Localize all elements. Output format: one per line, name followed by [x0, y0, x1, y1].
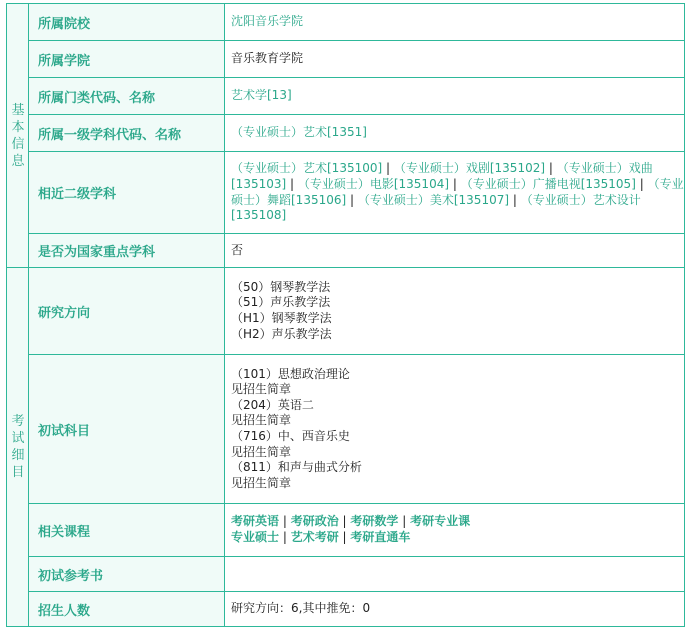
- exam-subject-item: （716）中、西音乐史: [231, 429, 350, 443]
- row-school: [7, 4, 685, 41]
- row-enrollment: [7, 592, 685, 627]
- course-link[interactable]: 考研直通车: [350, 530, 411, 544]
- separator: |: [398, 514, 411, 529]
- separator: |: [545, 161, 557, 176]
- row-research: [7, 268, 685, 355]
- row-category: [7, 78, 685, 115]
- label-research: 研究方向: [29, 268, 225, 355]
- label-first-level: 所属一级学科代码、名称: [29, 115, 225, 152]
- separator: |: [449, 176, 461, 191]
- course-link[interactable]: 专业硕士: [231, 530, 280, 544]
- enrollment-value: 研究方向：6,其中推免：0: [231, 601, 371, 616]
- label-college: 所属学院: [29, 41, 225, 78]
- row-college: [7, 41, 685, 78]
- separator: |: [338, 530, 351, 544]
- label-related: 相近二级学科: [29, 152, 225, 234]
- related-discipline-link[interactable]: （专业硕士）戏曲[135103]: [231, 161, 653, 191]
- course-link[interactable]: 考研专业课: [410, 514, 471, 529]
- row-key-discipline: [7, 234, 685, 268]
- category-link[interactable]: 艺术学[13]: [231, 88, 292, 103]
- exam-subjects-list: [225, 355, 685, 504]
- section-exam-details: [7, 268, 29, 627]
- label-exam-subjects: 初试科目: [29, 355, 225, 504]
- related-discipline-link[interactable]: （专业硕士）舞蹈[135106]: [231, 176, 684, 207]
- exam-subject-item: 见招生简章: [231, 413, 292, 428]
- courses-row-1: [231, 514, 684, 530]
- program-info-table: [6, 3, 685, 627]
- exam-subject-item: （811）和声与曲式分析: [231, 460, 362, 475]
- exam-subject-item: （101）思想政治理论: [231, 366, 350, 381]
- row-first-level: [7, 115, 685, 152]
- separator: |: [338, 514, 351, 529]
- separator: |: [382, 161, 394, 176]
- row-books: [7, 557, 685, 592]
- exam-subject-item: （204）英语二: [231, 397, 314, 412]
- course-link[interactable]: 考研政治: [290, 514, 339, 529]
- exam-subject-item: 见招生简章: [231, 382, 292, 397]
- college-value: 音乐教育学院: [231, 51, 304, 66]
- label-courses: 相关课程: [29, 504, 225, 557]
- research-direction-item: （H1）钢琴教学法: [231, 311, 332, 325]
- course-link[interactable]: 艺术考研: [290, 530, 339, 544]
- row-courses: [7, 504, 685, 557]
- exam-subject-item: 见招生简章: [231, 444, 292, 459]
- row-related: [7, 152, 685, 234]
- school-link[interactable]: 沈阳音乐学院: [231, 14, 304, 29]
- label-books: 初试参考书: [29, 557, 225, 592]
- key-discipline-value: 否: [231, 242, 244, 257]
- course-link[interactable]: 考研英语: [231, 514, 280, 529]
- label-enrollment: 招生人数: [29, 592, 225, 627]
- label-key-discipline: 是否为国家重点学科: [29, 234, 225, 268]
- first-level-link[interactable]: （专业硕士）艺术[1351]: [231, 125, 367, 140]
- separator: |: [509, 192, 521, 207]
- courses-row-2: [231, 530, 684, 546]
- separator: |: [286, 176, 298, 191]
- research-direction-item: （50）钢琴教学法: [231, 279, 331, 294]
- courses-list: [225, 504, 685, 557]
- course-link[interactable]: 考研数学: [350, 514, 399, 529]
- related-discipline-link[interactable]: （专业硕士）艺术[135100]: [231, 161, 383, 176]
- separator: |: [635, 176, 648, 191]
- separator: |: [279, 530, 291, 544]
- research-direction-item: （51）声乐教学法: [231, 295, 331, 310]
- related-discipline-link[interactable]: （专业硕士）艺术设计[135108]: [231, 192, 641, 223]
- related-discipline-link[interactable]: （专业硕士）美术[135107]: [357, 192, 510, 207]
- research-list: [225, 268, 685, 355]
- label-category: 所属门类代码、名称: [29, 78, 225, 115]
- related-discipline-link[interactable]: （专业硕士）戏剧[135102]: [393, 161, 546, 176]
- separator: |: [346, 192, 358, 207]
- related-discipline-link[interactable]: （专业硕士）电影[135104]: [297, 176, 450, 191]
- related-list: [225, 152, 685, 234]
- separator: |: [279, 514, 291, 529]
- row-exam-subjects: [7, 355, 685, 504]
- exam-subject-item: 见招生简章: [231, 475, 292, 490]
- section-basic-label: 基本信息: [11, 102, 25, 169]
- research-direction-item: （H2）声乐教学法: [231, 326, 332, 341]
- section-exam-label: 考试细目: [11, 414, 25, 480]
- related-discipline-link[interactable]: （专业硕士）广播电视[135105]: [460, 176, 636, 191]
- section-basic-info: [7, 4, 29, 268]
- label-school: 所属院校: [29, 4, 225, 41]
